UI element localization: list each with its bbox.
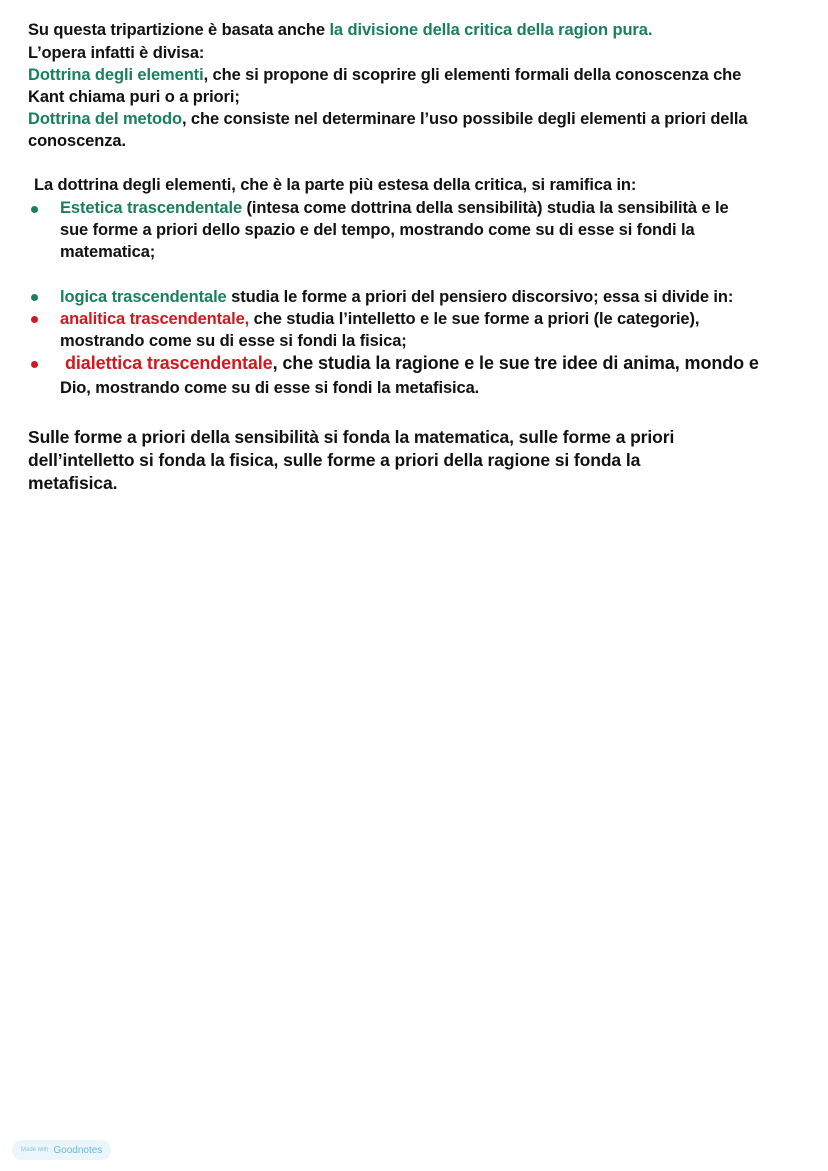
text-line: L’opera infatti è divisa: <box>28 44 205 62</box>
text-line <box>60 308 699 330</box>
text-line: Kant chiama puri o a priori; <box>28 88 240 106</box>
badge-small-text: Made with <box>21 1147 49 1153</box>
text-line: matematica; <box>60 243 156 261</box>
bullet-green-icon <box>31 294 38 301</box>
badge-brand: Goodnotes <box>53 1144 103 1156</box>
bullet-red-icon <box>31 316 38 323</box>
highlight-green: la divisione della critica della ragion pura. <box>329 21 653 39</box>
bullet-green-icon <box>31 206 38 213</box>
text-line: mostrando come su di esse si fondi la fisica; <box>60 332 407 350</box>
text-line <box>28 64 741 86</box>
text-line: Sulle forme a priori della sensibilità si fonda la matematica, sulle forme a priori <box>28 427 675 447</box>
text: , che studia la ragione e le sue tre idee di anima, mondo e <box>272 353 759 373</box>
text: (intesa come dottrina della sensibilità) studia la sensibilità e le <box>242 199 729 217</box>
text: , che consiste nel determinare l’uso possibile degli elementi a priori della <box>181 110 748 128</box>
bullet-red-icon <box>31 361 38 368</box>
text-line: sue forme a priori dello spazio e del tempo, mostrando come su di esse si fondi la <box>60 221 695 239</box>
text-line: La dottrina degli elementi, che è la parte più estesa della critica, si ramifica in: <box>34 176 637 194</box>
text: studia le forme a priori del pensiero discorsivo; essa si divide in: <box>226 288 734 306</box>
goodnotes-badge <box>12 1140 111 1160</box>
text-line <box>60 197 729 219</box>
text-line <box>60 286 733 308</box>
text-line: Dio, mostrando come su di esse si fondi la metafisica. <box>60 379 480 397</box>
highlight-green: logica trascendentale <box>60 288 227 306</box>
text-line <box>65 352 759 374</box>
text: che studia l’intelletto e le sue forme a priori (le categorie), <box>249 310 700 328</box>
text: , che si propone di scoprire gli elementi formali della conoscenza che <box>203 66 742 84</box>
highlight-green: Dottrina del metodo <box>28 110 182 128</box>
text-line <box>28 19 652 41</box>
text-line <box>28 108 747 130</box>
text-line: conoscenza. <box>28 132 126 150</box>
text-line: dell’intelletto si fonda la fisica, sulle forme a priori della ragione si fonda la <box>28 450 641 470</box>
text: Su questa tripartizione è basata anche <box>28 21 330 39</box>
highlight-green: Dottrina degli elementi <box>28 66 204 84</box>
highlight-red: dialettica trascendentale <box>65 353 273 373</box>
highlight-green: Estetica trascendentale <box>60 199 243 217</box>
highlight-red: analitica trascendentale, <box>60 310 250 328</box>
text-line: metafisica. <box>28 473 118 493</box>
